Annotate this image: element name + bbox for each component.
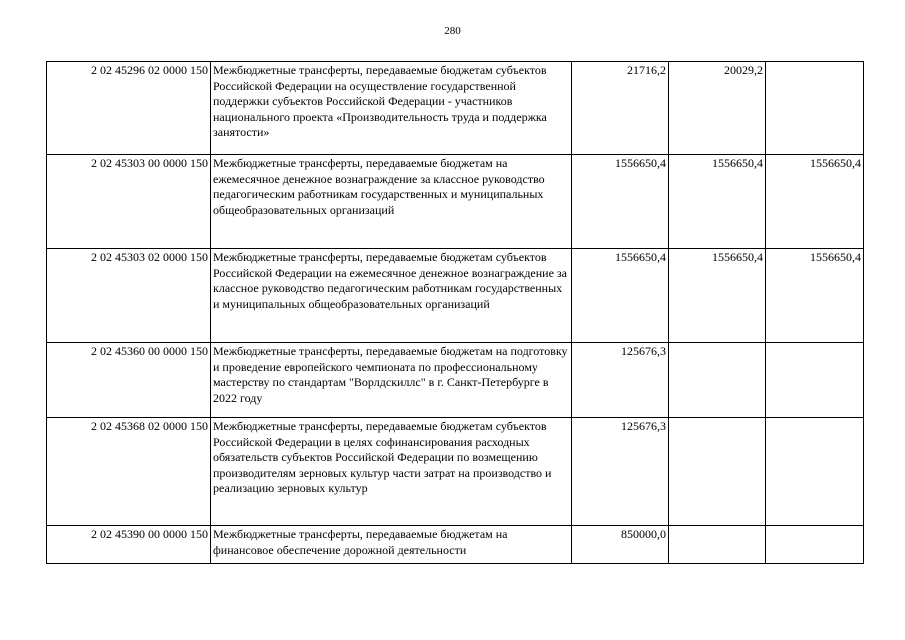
value-col-3: 1556650,4 [766,249,864,343]
budget-code: 2 02 45368 02 0000 150 [47,418,211,526]
table-row [47,343,864,418]
revenue-name: Межбюджетные трансферты, передаваемые бюджетам на финансовое обеспечение дорожной деятельности [211,526,572,564]
budget-code: 2 02 45296 02 0000 150 [47,62,211,155]
value-col-2: 20029,2 [669,62,766,155]
revenue-name: Межбюджетные трансферты, передаваемые бюджетам субъектов Российской Федерации в целях софинансирования расходных обязательств субъектов Российской Федерации по возмещению производителям зерновых культур части затрат на производство и реализацию зерновых культур [211,418,572,526]
budget-code: 2 02 45390 00 0000 150 [47,526,211,564]
value-col-2 [669,418,766,526]
value-col-1: 125676,3 [572,418,669,526]
value-col-1: 125676,3 [572,343,669,418]
revenue-name: Межбюджетные трансферты, передаваемые бюджетам субъектов Российской Федерации на осуществление государственной поддержки субъектов Российской Федерации - участников национального проекта «Производительность труда и поддержка занятости» [211,62,572,155]
table-row [47,418,864,526]
value-col-2 [669,526,766,564]
budget-code: 2 02 45360 00 0000 150 [47,343,211,418]
value-col-1: 1556650,4 [572,155,669,249]
value-col-3: 1556650,4 [766,155,864,249]
value-col-3 [766,62,864,155]
revenue-name: Межбюджетные трансферты, передаваемые бюджетам субъектов Российской Федерации на ежемесячное денежное вознаграждение за классное руководство педагогическим работникам государственных и муниципальных общеобразовательных организаций [211,249,572,343]
table-row [47,249,864,343]
value-col-1: 850000,0 [572,526,669,564]
value-col-2: 1556650,4 [669,155,766,249]
value-col-1: 1556650,4 [572,249,669,343]
budget-code: 2 02 45303 02 0000 150 [47,249,211,343]
value-col-3 [766,526,864,564]
value-col-3 [766,418,864,526]
budget-code: 2 02 45303 00 0000 150 [47,155,211,249]
value-col-3 [766,343,864,418]
value-col-2: 1556650,4 [669,249,766,343]
table-row [47,526,864,564]
revenue-name: Межбюджетные трансферты, передаваемые бюджетам на ежемесячное денежное вознаграждение за классное руководство педагогическим работникам государственных и муниципальных общеобразовательных организаций [211,155,572,249]
value-col-1: 21716,2 [572,62,669,155]
budget-table [46,61,864,564]
table-row [47,155,864,249]
table-row [47,62,864,155]
page-number: 280 [444,25,461,37]
revenue-name: Межбюджетные трансферты, передаваемые бюджетам на подготовку и проведение европейского чемпионата по профессиональному мастерству по стандартам "Ворлдскиллс" в г. Санкт-Петербурге в 2022 году [211,343,572,418]
value-col-2 [669,343,766,418]
